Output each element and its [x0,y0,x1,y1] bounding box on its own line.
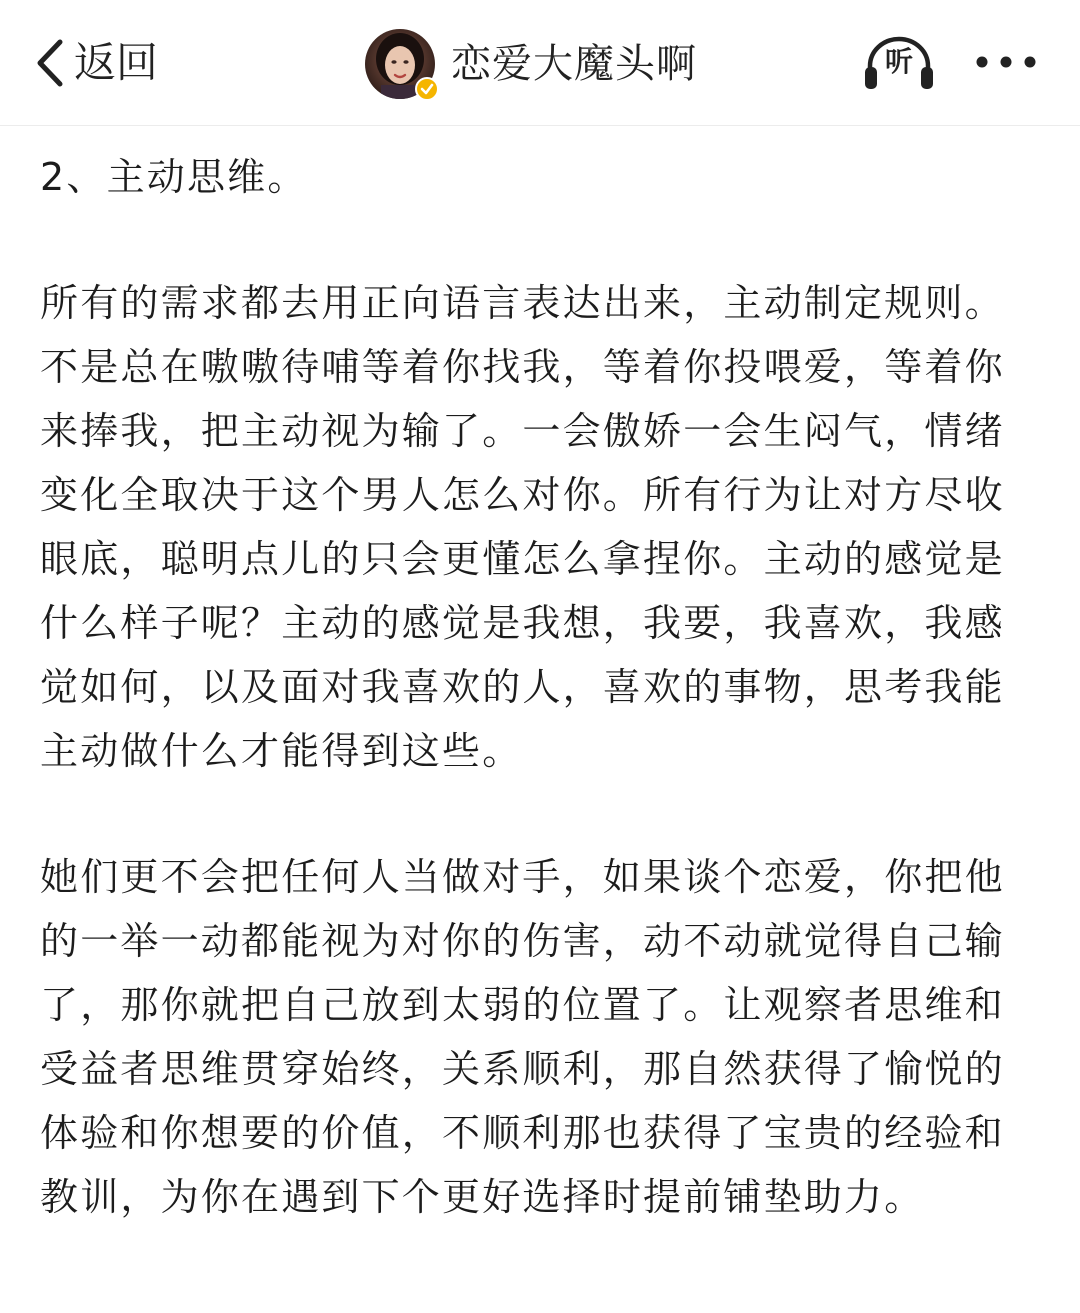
more-options-icon[interactable] [970,46,1042,78]
article-body [40,145,1040,1229]
back-button[interactable] [30,32,158,94]
paragraph-spacer [40,209,1040,271]
paragraph-spacer [40,783,1040,845]
back-label: 返回 [74,38,159,87]
article-paragraph: 所有的需求都去用正向语言表达出来，主动制定规则。不是总在嗷嗷待哺等着你找我，等着你投喂爱，等着你来捧我，把主动视为输了。一会傲娇一会生闷气，情绪变化全取决于这个男人怎么对你。所有行为让对方尽收眼底，聪明点儿的只会更懂怎么拿捏你。主动的感觉是什么样子呢？主动的感觉是我想，我要，我喜欢，我感觉如何，以及面对我喜欢的人，喜欢的事物，思考我能主动做什么才能得到这些。 [40,281,1005,773]
verified-badge-icon [415,77,439,101]
account-name[interactable]: 恋爱大魔头啊 [451,41,697,87]
account-profile[interactable] [365,29,697,99]
article-heading: 2、主动思维。 [40,155,308,199]
listen-label: 听 [884,45,913,78]
avatar[interactable] [365,29,435,99]
listen-button[interactable] [862,34,936,92]
article-paragraph: 她们更不会把任何人当做对手，如果谈个恋爱，你把他的一举一动都能视为对你的伤害，动不动就觉得自己输了，那你就把自己放到太弱的位置了。让观察者思维和受益者思维贯穿始终，关系顺利，那自然获得了愉悦的体验和你想要的价值，不顺利那也获得了宝贵的经验和教训，为你在遇到下个更好选择时提前铺垫助力。 [40,855,1005,1219]
chevron-left-icon [30,32,70,94]
top-navigation-bar [0,0,1080,126]
